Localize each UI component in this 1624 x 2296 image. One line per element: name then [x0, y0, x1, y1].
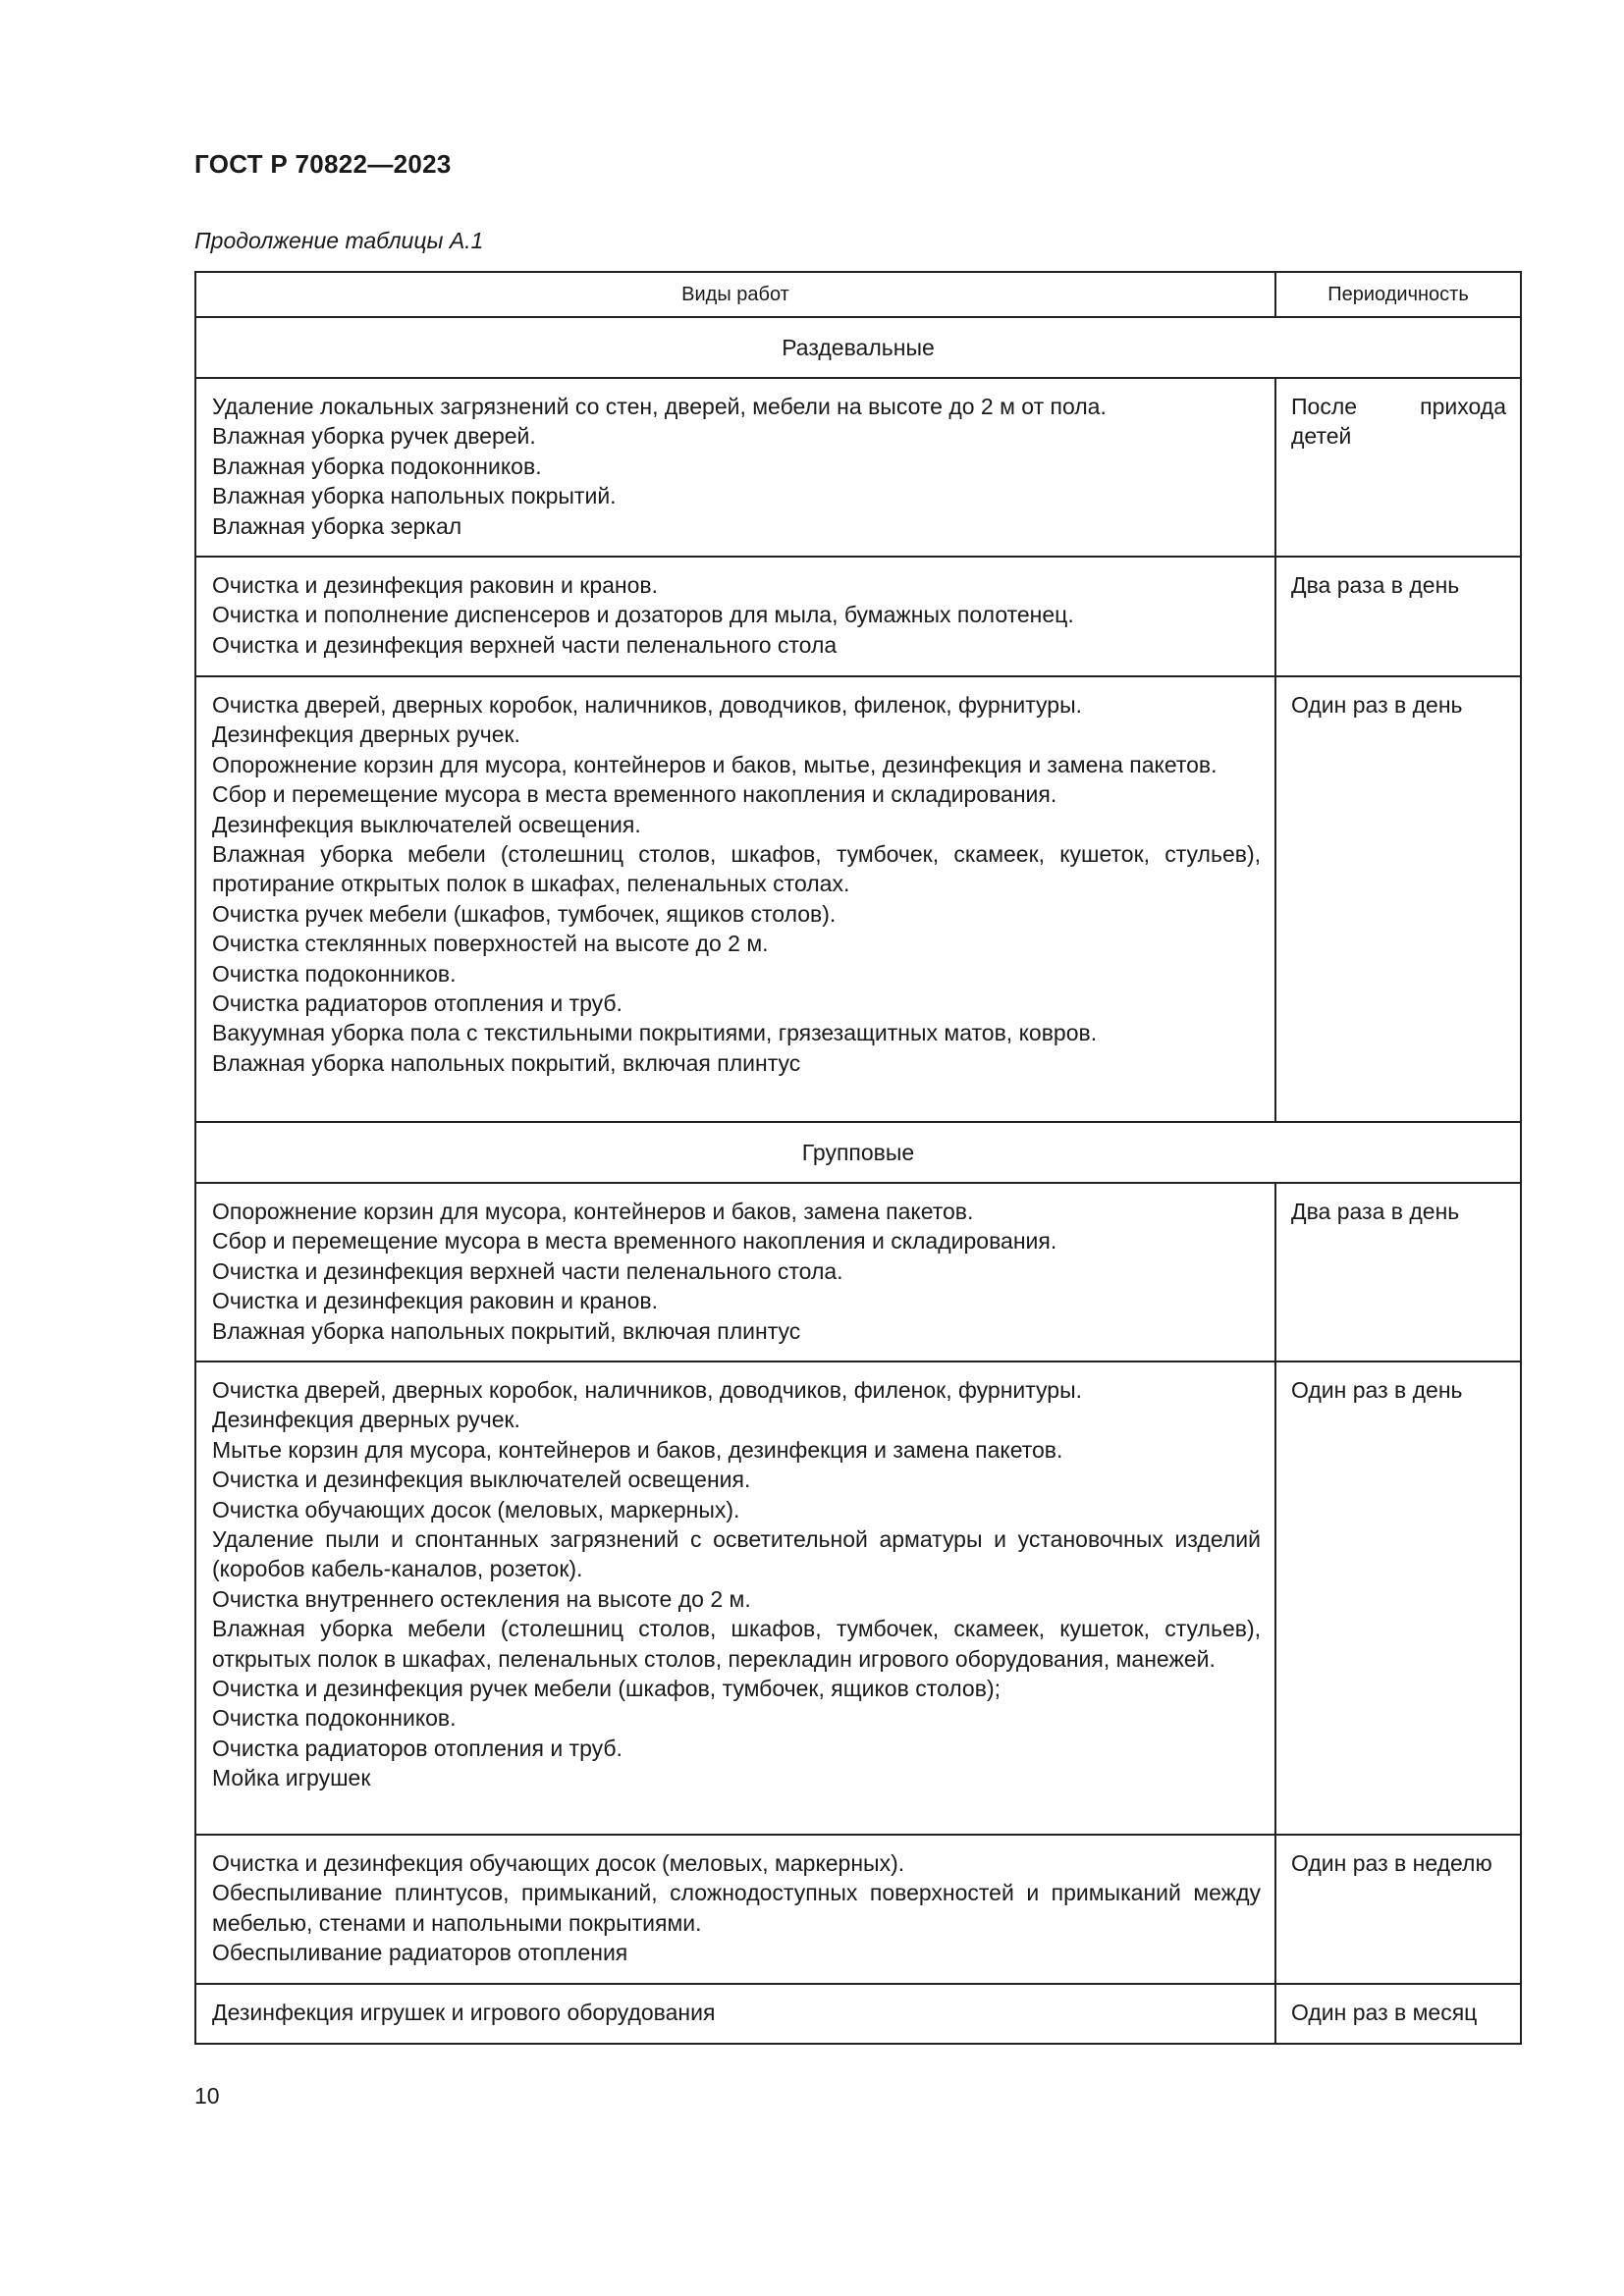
work-item: Очистка и дезинфекция раковин и кранов. [212, 572, 659, 598]
document-code: ГОСТ Р 70822—2023 [194, 149, 452, 179]
work-item: Обеспыливание радиаторов отопления [212, 1940, 628, 1966]
periodicity-cell: Два раза в день [1275, 557, 1521, 676]
table-header-row [195, 272, 1521, 317]
work-cell [195, 1984, 1275, 2044]
periodicity-cell: Один раз в день [1275, 676, 1521, 1122]
work-cell [195, 1362, 1275, 1835]
work-item: Очистка подоконников. [212, 1705, 457, 1732]
work-item: Мойка игрушек [212, 1765, 371, 1791]
work-item: Влажная уборка напольных покрытий. [212, 483, 617, 509]
work-cell [195, 1835, 1275, 1984]
works-table [194, 271, 1522, 2045]
work-item: Очистка и пополнение диспенсеров и дозаторов для мыла, бумажных полотенец. [212, 602, 1074, 628]
section-row [195, 1122, 1521, 1183]
work-item: Влажная уборка напольных покрытий, включая плинтус [212, 1317, 801, 1344]
periodicity-cell: Два раза в день [1275, 1183, 1521, 1362]
work-item: Очистка и дезинфекция верхней части пеленального стола [212, 631, 838, 658]
section-row [195, 317, 1521, 378]
work-item: Мытье корзин для мусора, контейнеров и баков, дезинфекция и замена пакетов. [212, 1436, 1063, 1463]
work-cell [195, 557, 1275, 676]
table-caption: Продолжение таблицы А.1 [194, 228, 484, 253]
work-item: Дезинфекция игрушек и игрового оборудования [212, 2000, 716, 2025]
section-title: Групповые [195, 1122, 1521, 1183]
table-row [195, 1362, 1521, 1835]
work-item: Дезинфекция дверных ручек. [212, 1407, 520, 1433]
work-item: Опорожнение корзин для мусора, контейнеров и баков, мытье, дезинфекция и замена пакетов. [212, 751, 1218, 777]
work-item: Вакуумная уборка пола с текстильными покрытиями, грязезащитных матов, ковров. [212, 1020, 1098, 1046]
work-item: Сбор и перемещение мусора в места временного накопления и складирования. [212, 1228, 1057, 1255]
work-item: Очистка стеклянных поверхностей на высоте до 2 м. [212, 931, 769, 957]
work-item: Очистка радиаторов отопления и труб. [212, 990, 623, 1017]
work-item: Опорожнение корзин для мусора, контейнеров и баков, замена пакетов. [212, 1199, 974, 1224]
header-work-types: Виды работ [195, 272, 1275, 317]
work-item: Очистка внутреннего остекления на высоте до 2 м. [212, 1585, 751, 1612]
work-item: Очистка и дезинфекция раковин и кранов. [212, 1288, 659, 1314]
work-item: Очистка дверей, дверных коробок, наличников, доводчиков, филенок, фурнитуры. [212, 1377, 1083, 1403]
work-item: Очистка обучающих досок (меловых, маркерных). [212, 1496, 740, 1522]
work-item: Обеспыливание плинтусов, примыканий, сложнодоступных поверхностей и примыканий между мебелью, стенами и напольными покрытиями. [212, 1880, 1261, 1936]
work-item: Очистка и дезинфекция обучающих досок (меловых, маркерных). [212, 1850, 905, 1876]
work-item: Очистка подоконников. [212, 960, 457, 987]
work-item: Очистка радиаторов отопления и труб. [212, 1735, 623, 1761]
work-cell [195, 676, 1275, 1122]
work-item: Дезинфекция дверных ручек. [212, 721, 520, 748]
work-item: Удаление пыли и спонтанных загрязнений с осветительной арматуры и установочных изделий (коробов кабель-каналов, розеток). [212, 1526, 1261, 1582]
periodicity-cell: Один раз в день [1275, 1362, 1521, 1835]
page-number: 10 [194, 2083, 220, 2109]
work-item: Очистка дверей, дверных коробок, наличников, доводчиков, филенок, фурнитуры. [212, 692, 1083, 718]
work-item: Влажная уборка ручек дверей. [212, 423, 536, 450]
table-row [195, 1835, 1521, 1984]
table-row [195, 557, 1521, 676]
table-row [195, 676, 1521, 1122]
work-item: Очистка и дезинфекция верхней части пеленального стола. [212, 1257, 843, 1284]
table-row [195, 378, 1521, 557]
work-item: Удаление локальных загрязнений со стен, дверей, мебели на высоте до 2 м от пола. [212, 394, 1107, 419]
work-cell [195, 378, 1275, 557]
work-item: Дезинфекция выключателей освещения. [212, 811, 641, 837]
periodicity-cell: После прихода детей [1275, 378, 1521, 557]
work-item: Влажная уборка мебели (столешниц столов, шкафов, тумбочек, скамеек, кушеток, стульев), открытых полок в шкафах, пеленальных столов, перекладин игрового оборудования, манежей. [212, 1616, 1261, 1672]
section-title: Раздевальные [195, 317, 1521, 378]
table-row [195, 1183, 1521, 1362]
work-cell [195, 1183, 1275, 1362]
work-item: Очистка ручек мебели (шкафов, тумбочек, ящиков столов). [212, 900, 837, 927]
work-item: Очистка и дезинфекция выключателей освещения. [212, 1467, 751, 1493]
header-periodicity: Периодичность [1275, 272, 1521, 317]
table-row [195, 1984, 1521, 2044]
work-item: Влажная уборка напольных покрытий, включая плинтус [212, 1049, 801, 1076]
work-item: Влажная уборка мебели (столешниц столов, шкафов, тумбочек, скамеек, кушеток, стульев), протирание открытых полок в шкафах, пеленальных столах. [212, 841, 1261, 897]
work-item: Очистка и дезинфекция ручек мебели (шкафов, тумбочек, ящиков столов); [212, 1676, 1001, 1702]
work-item: Влажная уборка зеркал [212, 512, 462, 539]
periodicity-cell: Один раз в месяц [1275, 1984, 1521, 2044]
work-item: Сбор и перемещение мусора в места временного накопления и складирования. [212, 781, 1057, 808]
periodicity-cell: Один раз в неделю [1275, 1835, 1521, 1984]
work-item: Влажная уборка подоконников. [212, 453, 542, 479]
